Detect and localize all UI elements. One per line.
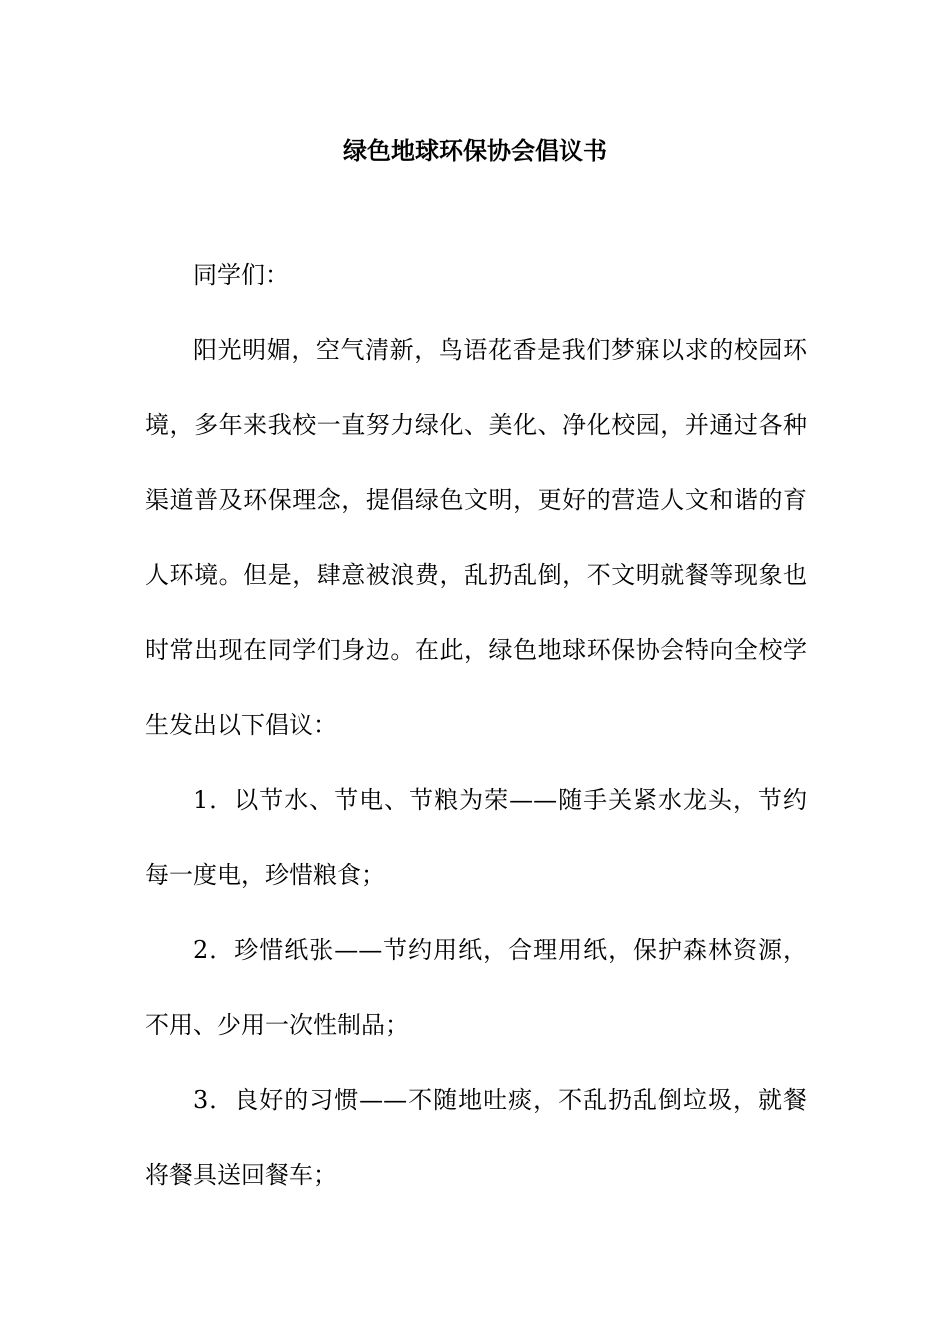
paragraph-item-3: 3．良好的习惯——不随地吐痰，不乱扔乱倒垃圾，就餐将餐具送回餐车； <box>145 1086 807 1189</box>
salutation: 同学们： <box>193 261 289 289</box>
document-body <box>145 238 807 1213</box>
paragraph-intro: 阳光明媚，空气清新，鸟语花香是我们梦寐以求的校园环境，多年来我校一直努力绿化、美化、净化校园，并通过各种渠道普及环保理念，提倡绿色文明，更好的营造人文和谐的育人环境。但是，肆意被浪费，乱扔乱倒，不文明就餐等现象也时常出现在同学们身边。在此，绿色地球环保协会特向全校学生发出以下倡议： <box>145 336 807 739</box>
document-title: 绿色地球环保协会倡议书 <box>343 136 607 165</box>
paragraph-item-2: 2．珍惜纸张——节约用纸，合理用纸，保护森林资源，不用、少用一次性制品； <box>145 936 807 1039</box>
paragraph-item-1: 1．以节水、节电、节粮为荣——随手关紧水龙头，节约每一度电，珍惜粮食； <box>145 786 807 889</box>
